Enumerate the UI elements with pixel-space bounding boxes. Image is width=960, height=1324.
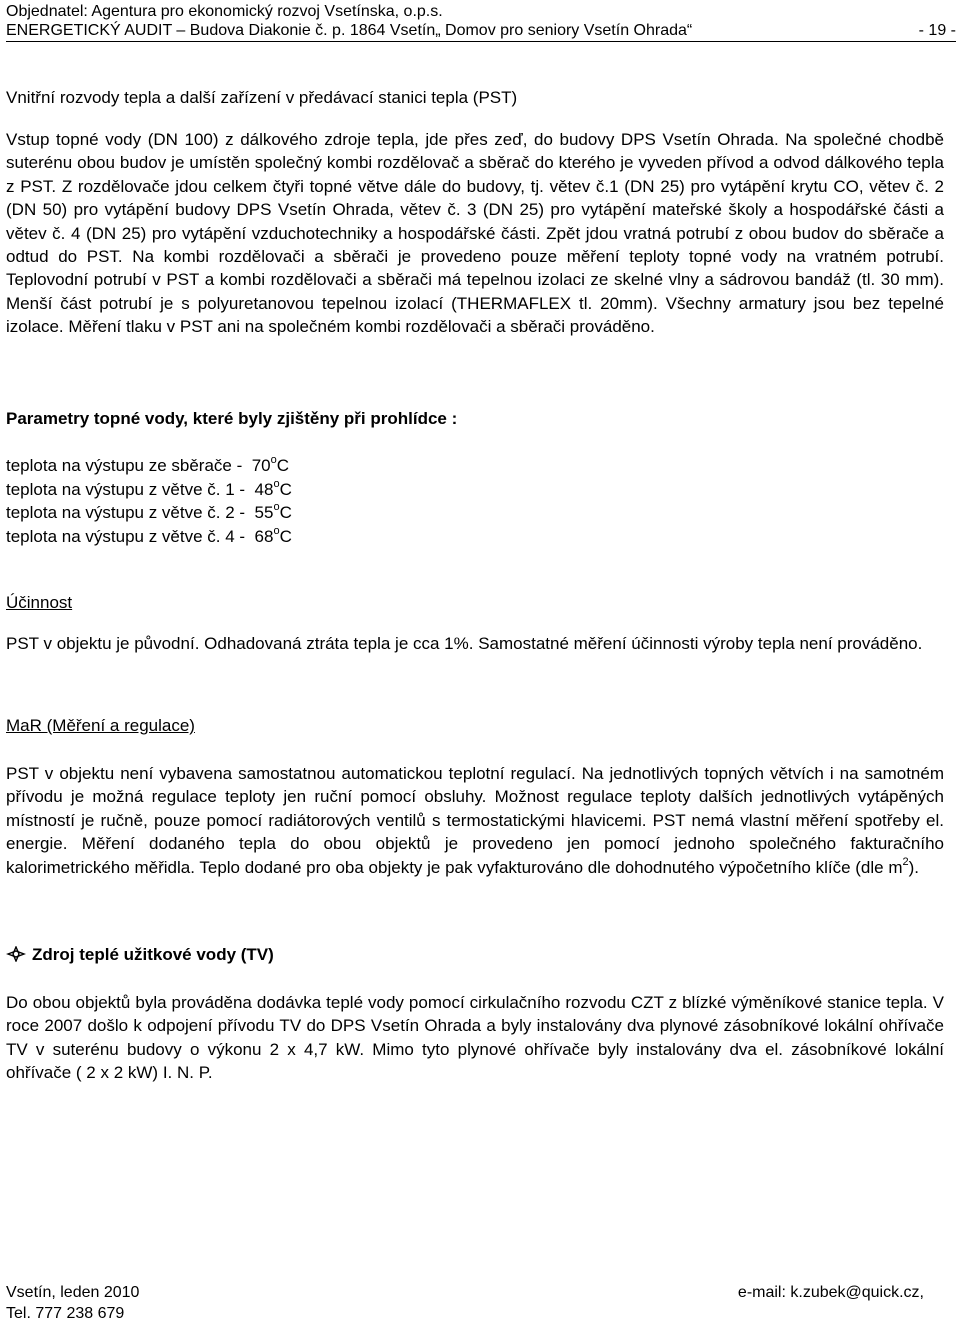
tv-text: Do obou objektů byla prováděna dodávka teplé vody pomocí cirkulačního rozvodu CZT z blízké výměníkové stanice tepla. V roce 2007 došlo k odpojení přívodu TV do DPS Vsetín Ohrada a byly instalovány dva plynové zásobníkové lokální ohřívače TV v suterénu budovy o výkonu 2 x 4,7 kW. Mimo tyto plynové ohřívače byly instalovány dva el. zásobníkové lokální ohřívače ( 2 x 2 kW) I. N. P. bbox=[6, 993, 944, 1083]
param-label: teplota na výstupu ze sběrače - bbox=[6, 456, 243, 475]
param-unit: C bbox=[279, 503, 292, 522]
param-row bbox=[6, 501, 944, 525]
param-row bbox=[6, 454, 944, 478]
header-client: Objednatel: Agentura pro ekonomický rozvoj Vsetínska, o.p.s. bbox=[6, 3, 443, 20]
mar-superscript: 2 bbox=[902, 855, 909, 868]
param-label: teplota na výstupu z větve č. 2 - bbox=[6, 503, 246, 522]
efficiency-text: PST v objektu je původní. Odhadovaná ztráta tepla je cca 1%. Samostatné měření účinnosti výroby tepla není prováděno. bbox=[6, 634, 923, 653]
param-row bbox=[6, 478, 944, 502]
tv-title: Zdroj teplé užitkové vody (TV) bbox=[32, 945, 274, 964]
footer-phone: Tel. 777 238 679 bbox=[6, 1305, 125, 1322]
tv-heading bbox=[6, 945, 944, 967]
param-unit: C bbox=[279, 526, 292, 546]
mar-title: MaR (Měření a regulace) bbox=[6, 716, 195, 735]
section-heating-text: Vstup topné vody (DN 100) z dálkového zdroje tepla, jde přes zeď, do budovy DPS Vsetín Ohrada. Na společné chodbě suterénu obou budov je umístěn společný kombi rozdělovač a sběrač do kterého je vyveden přívod a odvod dálkového tepla z PST. Z rozdělovače jdou celkem čtyři topné větve dále do budovy, tj. větev č.1 (DN 25) pro vytápění krytu CO, větev č. 2 (DN 50) pro vytápění budovy DPS Vsetín Ohrada, větev č. 3 (DN 25) pro vytápění mateřské školy a hospodářské části a větev č. 4 (DN 25) pro vytápění vzduchotechniky a hospodářské části. Zpět jdou vratná potrubí z obou budov do sběrače a odtud do PST. Na kombi rozdělovači a sběrači je provedeno pouze měření teploty topné vody na vratném potrubí. Teplovodní potrubí v PST a kombi rozdělovači a sběrači má tepelnou izolaci ze skelné vlny a sádrovou bandáž (tl. 30 mm). Menší část potrubí je s polyuretanovou tepelnou izolací (THERMAFLEX tl. 20mm). Všechny armatury jsou bez tepelné izolace. Měření tlaku v PST ani na společném kombi rozdělovači a sběrači prováděno. bbox=[6, 130, 944, 337]
param-unit: C bbox=[279, 479, 292, 499]
header-audit-title: ENERGETICKÝ AUDIT – Budova Diakonie č. p. 1864 Vsetín„ Domov pro seniory Vsetín Ohrada“ bbox=[6, 22, 693, 39]
params-list bbox=[6, 454, 944, 548]
footer-email: e-mail: k.zubek@quick.cz, bbox=[737, 1284, 924, 1301]
param-row bbox=[6, 525, 944, 549]
param-label: teplota na výstupu z větve č. 4 - bbox=[6, 526, 246, 546]
param-unit: C bbox=[276, 456, 290, 475]
page-footer bbox=[6, 1282, 924, 1324]
page-number: - 19 - bbox=[918, 22, 956, 39]
param-label: teplota na výstupu z větve č. 1 - bbox=[6, 479, 246, 499]
mar-text bbox=[6, 762, 944, 879]
efficiency-title: Účinnost bbox=[6, 593, 73, 612]
diamond-bullet-icon bbox=[6, 946, 26, 967]
degree-mark: o bbox=[273, 501, 280, 514]
params-title: Parametry topné vody, které byly zjištěny při prohlídce : bbox=[6, 409, 458, 428]
degree-mark: o bbox=[273, 524, 280, 537]
param-value: 48 bbox=[254, 479, 274, 499]
param-value: 68 bbox=[254, 526, 274, 546]
mar-tail: ). bbox=[908, 857, 920, 877]
param-value: 70 bbox=[251, 456, 271, 475]
page-header bbox=[6, 2, 956, 42]
mar-body: PST v objektu není vybavena samostatnou automatickou teplotní regulací. Na jednotlivých topných větvích i na samotném přívodu je možná regulace teploty jen ruční pomocí obsluhy. Možnost regulace teploty dalších jednotlivých vytápěných místností je ručně, pouze pomocí radiátorových ventilů s termostatickými hlavicemi. PST nemá vlastní měření spotřeby el. energie. Měření dodaného tepla do obou objektů je provedeno jen pomocí jednoho společného fakturačního kalorimetrického měřidla. Teplo dodané pro oba objekty je pak vyfakturováno dle dohodnutého výpočetního klíče (dle m bbox=[6, 764, 944, 877]
section-heating-title: Vnitřní rozvody tepla a další zařízení v předávací stanici tepla (PST) bbox=[6, 88, 518, 107]
header-title-row bbox=[6, 21, 956, 42]
footer-place-date: Vsetín, leden 2010 bbox=[6, 1284, 140, 1301]
param-value: 55 bbox=[254, 503, 274, 522]
degree-mark: o bbox=[270, 454, 277, 467]
degree-mark: o bbox=[273, 477, 280, 490]
